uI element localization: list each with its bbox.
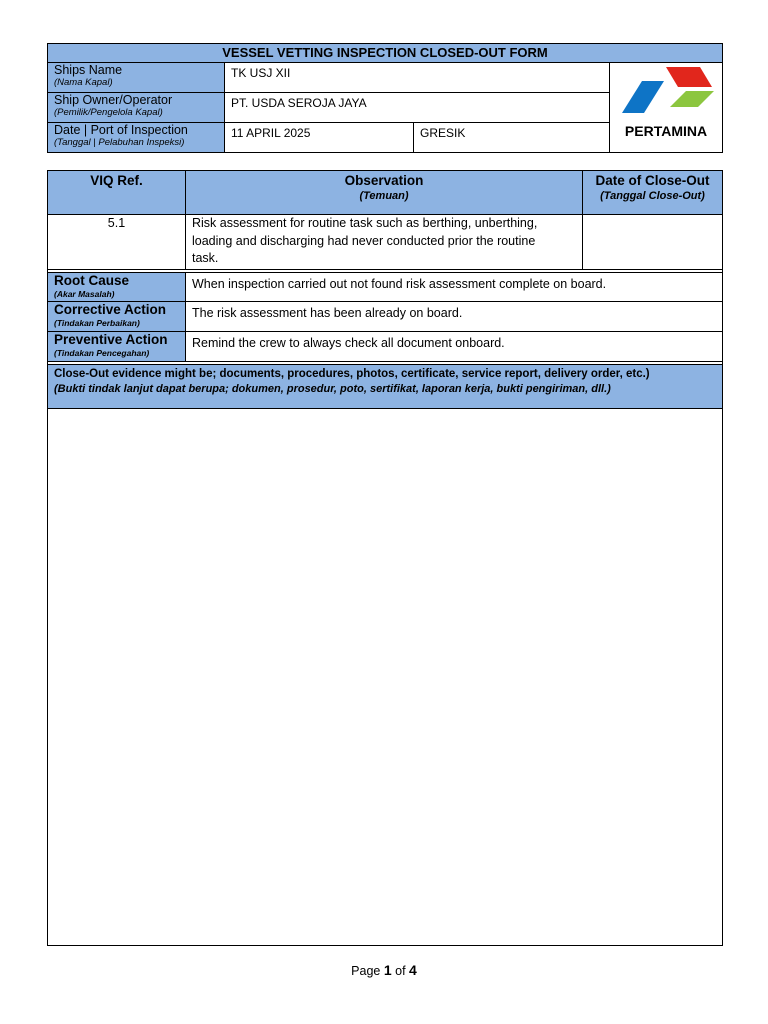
owner-sublabel: (Pemilik/Pengelola Kapal): [54, 107, 163, 118]
owner-label: Ship Owner/Operator: [54, 93, 173, 107]
owner-label-cell: [48, 93, 225, 123]
closeout-header: Date of Close-Out: [595, 173, 710, 188]
preventive-action-sublabel: (Tindakan Pencegahan): [54, 348, 150, 358]
evidence-area: [48, 409, 723, 946]
date-port-label: Date | Port of Inspection: [54, 123, 188, 137]
root-cause-label: Root Cause: [54, 273, 130, 288]
ships-name-label: Ships Name: [54, 63, 123, 77]
corrective-action-label: Corrective Action: [54, 302, 167, 317]
page-footer: [0, 962, 768, 978]
preventive-action-value: Remind the crew to always check all document onboard.: [186, 332, 723, 362]
ships-name-sublabel: (Nama Kapal): [54, 77, 113, 88]
inspection-date-value: 11 APRIL 2025: [225, 123, 414, 153]
evidence-header-cell: [48, 365, 723, 409]
corrective-action-value: The risk assessment has been already on board.: [186, 302, 723, 332]
owner-value: PT. USDA SEROJA JAYA: [225, 93, 610, 123]
evidence-subtitle: (Bukti tindak lanjut dapat berupa; dokumen, prosedur, poto, sertifikat, laporan kerja, bukti pengiriman, dll.): [54, 383, 611, 395]
observation-value: Risk assessment for routine task such as berthing, unberthing, loading and discharging had never conducted prior the routine task.: [186, 215, 583, 270]
logo-green-shape: [670, 91, 714, 107]
preventive-action-label: Preventive Action: [54, 332, 168, 347]
viq-header-cell: [48, 171, 186, 215]
page-current: 1: [383, 962, 392, 978]
root-cause-value: When inspection carried out not found risk assessment complete on board.: [186, 273, 723, 302]
closeout-header-sub: (Tanggal Close-Out): [600, 190, 705, 202]
closeout-date-value: [583, 215, 723, 270]
logo-cell: [610, 63, 723, 153]
preventive-action-label-cell: [48, 332, 186, 362]
logo-blue-shape: [622, 81, 664, 113]
pertamina-logo: [614, 63, 718, 147]
corrective-action-label-cell: [48, 302, 186, 332]
viq-ref-value: 5.1: [48, 215, 186, 270]
evidence-title: Close-Out evidence might be; documents, procedures, photos, certificate, service report, delivery order, etc.): [54, 368, 650, 380]
date-port-sublabel: (Tanggal | Pelabuhan Inspeksi): [54, 137, 185, 148]
logo-text: PERTAMINA: [624, 123, 708, 139]
viq-header: VIQ Ref.: [90, 173, 143, 188]
observation-table: [47, 170, 723, 946]
root-cause-label-cell: [48, 273, 186, 302]
form-title: VESSEL VETTING INSPECTION CLOSED-OUT FORM: [48, 44, 723, 63]
ships-name-value: TK USJ XII: [225, 63, 610, 93]
observation-header: Observation: [344, 173, 424, 188]
page-of: of: [395, 964, 406, 978]
closeout-header-cell: [583, 171, 723, 215]
page-total: 4: [409, 962, 417, 978]
root-cause-sublabel: (Akar Masalah): [54, 289, 115, 299]
observation-header-cell: [186, 171, 583, 215]
logo-red-shape: [666, 67, 712, 87]
date-port-label-cell: [48, 123, 225, 153]
page-prefix: Page: [351, 964, 381, 978]
observation-header-sub: (Temuan): [359, 190, 409, 202]
vessel-info-table: [47, 43, 723, 153]
corrective-action-sublabel: (Tindakan Perbaikan): [54, 318, 140, 328]
ships-name-label-cell: [48, 63, 225, 93]
inspection-port-value: GRESIK: [414, 123, 610, 153]
